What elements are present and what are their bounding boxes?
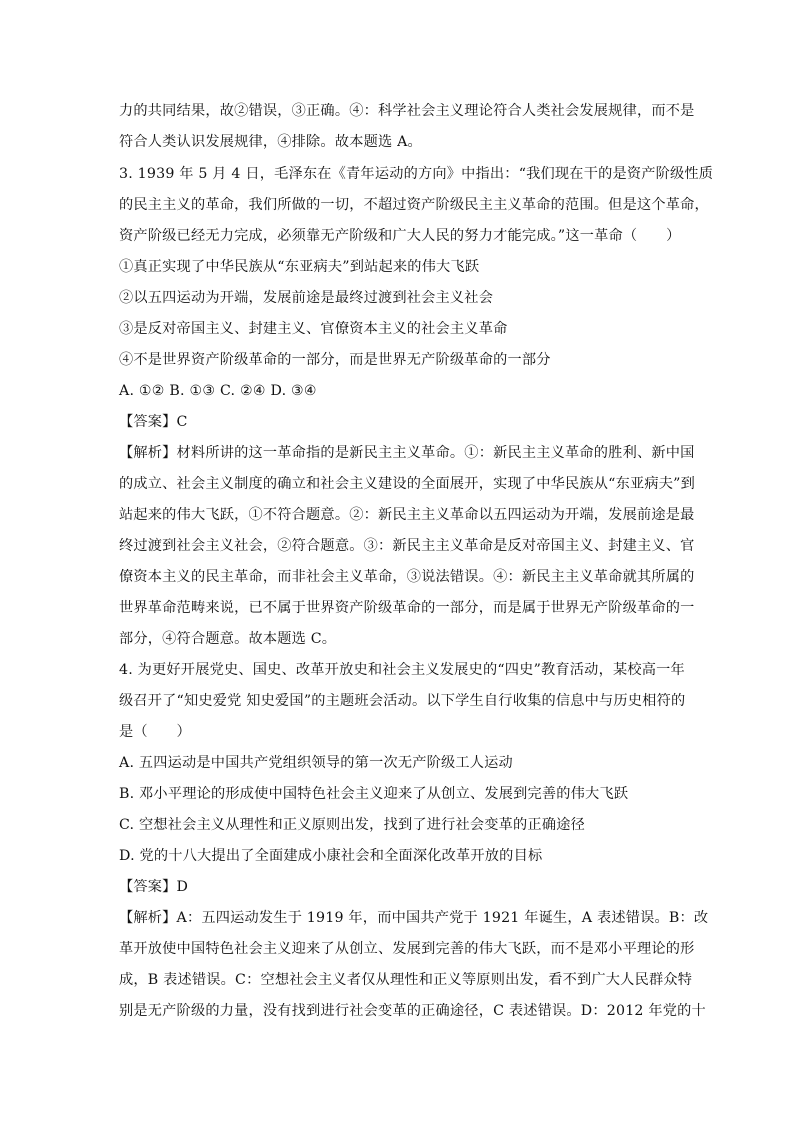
statement-3: ③是反对帝国主义、封建主义、官僚资本主义的社会主义革命 <box>119 321 508 337</box>
text-line: 成，B 表述错误。C：空想社会主义者仅从理性和正义等原则出发，看不到广大人民群众特 <box>119 972 693 988</box>
analysis-text: 【解析】A：五四运动发生于 1919 年，而中国共产党于 1921 年诞生，A 表述错误。B：改 <box>119 910 709 926</box>
text-line: 符合人类认识发展规律，④排除。故本题选 A。 <box>119 134 422 150</box>
option-c: C. 空想社会主义从理性和正义原则出发，找到了进行社会变革的正确途径 <box>119 817 585 833</box>
answer-label: 【答案】D <box>119 879 189 895</box>
text-line: 革开放使中国特色社会主义迎来了从创立、发展到完善的伟大飞跃，而不是邓小平理论的形 <box>119 941 695 957</box>
analysis-text: 【解析】材料所讲的这一革命指的是新民主主义革命。①：新民主主义革命的胜利、新中国 <box>119 445 695 461</box>
option-a: A. 五四运动是中国共产党组织领导的第一次无产阶级工人运动 <box>119 755 513 771</box>
statement-2: ②以五四运动为开端，发展前途是最终过渡到社会主义社会 <box>119 290 494 306</box>
question-4-stem: 4. 为更好开展党史、国史、改革开放史和社会主义发展史的“四史”教育活动，某校高一年 <box>119 662 685 678</box>
text-line: 是（ ） <box>119 724 191 740</box>
statement-4: ④不是世界资产阶级革命的一部分，而是世界无产阶级革命的一部分 <box>119 352 551 368</box>
text-line: 僚资本主义的民主革命，而非社会主义革命，③说法错误。④：新民主主义革命就其所属的 <box>119 569 695 585</box>
text-line: 力的共同结果，故②错误，③正确。④：科学社会主义理论符合人类社会发展规律，而不是 <box>119 103 695 119</box>
answer-options: A. ①② B. ①③ C. ②④ D. ③④ <box>119 383 317 399</box>
text-line: 资产阶级已经无力完成，必须靠无产阶级和广大人民的努力才能完成。”这一革命（ ） <box>119 228 681 244</box>
text-line: 级召开了“知史爱党 知史爱国”的主题班会活动。以下学生自行收集的信息中与历史相符的 <box>119 693 686 709</box>
text-line: 的成立、社会主义制度的确立和社会主义建设的全面展开，实现了中华民族从“东亚病夫”到 <box>119 476 696 492</box>
option-b: B. 邓小平理论的形成使中国特色社会主义迎来了从创立、发展到完善的伟大飞跃 <box>119 786 629 802</box>
answer-label: 【答案】C <box>119 414 188 430</box>
option-d: D. 党的十八大提出了全面建成小康社会和全面深化改革开放的目标 <box>119 848 543 864</box>
question-3-stem: 3. 1939 年 5 月 4 日，毛泽东在《青年运动的方向》中指出：“我们现在干的是资产阶级性质 <box>119 166 714 182</box>
text-line: 部分，④符合题意。故本题选 C。 <box>119 631 337 647</box>
text-line: 别是无产阶级的力量，没有找到进行社会变革的正确途径，C 表述错误。D：2012 年党的十 <box>119 1003 706 1019</box>
text-line: 站起来的伟大飞跃，①不符合题意。②：新民主主义革命以五四运动为开端，发展前途是最 <box>119 507 695 523</box>
text-line: 世界革命范畴来说，已不属于世界资产阶级革命的一部分，而是属于世界无产阶级革命的一 <box>119 600 695 616</box>
text-line: 终过渡到社会主义社会，②符合题意。③：新民主主义革命是反对帝国主义、封建主义、官 <box>119 538 695 554</box>
statement-1: ①真正实现了中华民族从“东亚病夫”到站起来的伟大飞跃 <box>119 259 480 275</box>
text-line: 的民主主义的革命，我们所做的一切，不超过资产阶级民主主义革命的范围。但是这个革命， <box>119 197 709 213</box>
